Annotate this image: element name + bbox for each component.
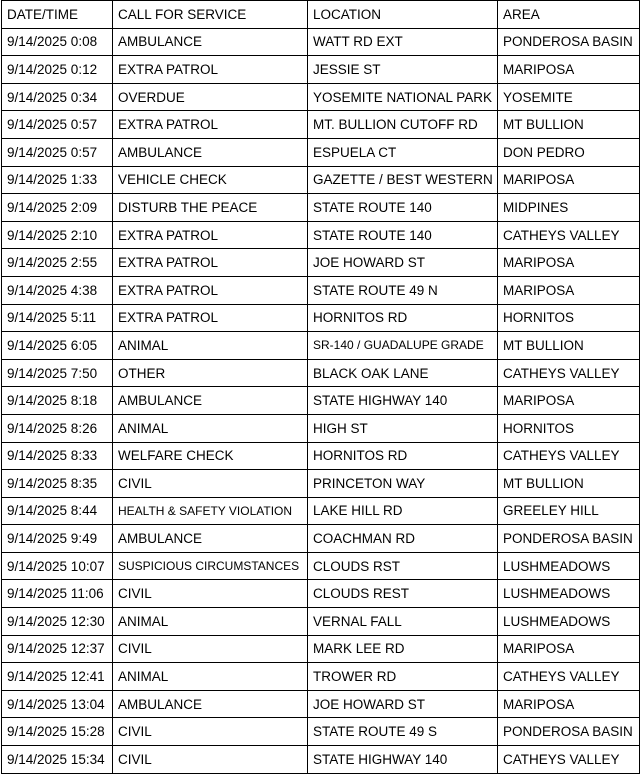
cell-date-time: 9/14/2025 13:04 xyxy=(2,690,113,718)
cell-area: PONDEROSA BASIN xyxy=(498,525,640,553)
table-row xyxy=(2,111,640,139)
cell-location: STATE ROUTE 49 N xyxy=(308,276,498,304)
cell-call-for-service: VEHICLE CHECK xyxy=(113,166,308,194)
table-row xyxy=(2,387,640,415)
cell-date-time: 9/14/2025 12:41 xyxy=(2,663,113,691)
cell-call-for-service: CIVIL xyxy=(113,470,308,498)
table-row xyxy=(2,552,640,580)
header-location: LOCATION xyxy=(308,1,498,29)
cell-call-for-service: ANIMAL xyxy=(113,608,308,636)
table-row xyxy=(2,690,640,718)
table-row xyxy=(2,194,640,222)
cell-location: CLOUDS REST xyxy=(308,580,498,608)
cell-area: LUSHMEADOWS xyxy=(498,608,640,636)
cell-location: MARK LEE RD xyxy=(308,635,498,663)
cell-call-for-service: ANIMAL xyxy=(113,663,308,691)
cell-area: MARIPOSA xyxy=(498,56,640,84)
cell-date-time: 9/14/2025 8:33 xyxy=(2,442,113,470)
cell-date-time: 9/14/2025 2:55 xyxy=(2,249,113,277)
cell-location: WATT RD EXT xyxy=(308,28,498,56)
cell-date-time: 9/14/2025 5:11 xyxy=(2,304,113,332)
cell-call-for-service: CIVIL xyxy=(113,718,308,746)
header-call-for-service: CALL FOR SERVICE xyxy=(113,1,308,29)
table-row xyxy=(2,580,640,608)
cell-location: BLACK OAK LANE xyxy=(308,359,498,387)
cell-call-for-service: EXTRA PATROL xyxy=(113,304,308,332)
cell-location: STATE ROUTE 140 xyxy=(308,221,498,249)
table-header xyxy=(2,1,640,29)
cell-location: GAZETTE / BEST WESTERN xyxy=(308,166,498,194)
cell-area: MARIPOSA xyxy=(498,635,640,663)
cell-area: CATHEYS VALLEY xyxy=(498,746,640,774)
table-row xyxy=(2,56,640,84)
table-row xyxy=(2,28,640,56)
table-row xyxy=(2,332,640,360)
cell-date-time: 9/14/2025 8:26 xyxy=(2,414,113,442)
cell-date-time: 9/14/2025 8:35 xyxy=(2,470,113,498)
cell-location: JOE HOWARD ST xyxy=(308,690,498,718)
cell-location: VERNAL FALL xyxy=(308,608,498,636)
cell-call-for-service: EXTRA PATROL xyxy=(113,56,308,84)
cell-call-for-service: ANIMAL xyxy=(113,332,308,360)
cell-location: JESSIE ST xyxy=(308,56,498,84)
cell-location: TROWER RD xyxy=(308,663,498,691)
cell-area: MARIPOSA xyxy=(498,249,640,277)
cell-area: MIDPINES xyxy=(498,194,640,222)
cell-location: CLOUDS RST xyxy=(308,552,498,580)
header-date-time: DATE/TIME xyxy=(2,1,113,29)
cell-date-time: 9/14/2025 12:37 xyxy=(2,635,113,663)
cell-date-time: 9/14/2025 0:57 xyxy=(2,138,113,166)
cell-call-for-service: HEALTH & SAFETY VIOLATION xyxy=(113,497,308,525)
table-row xyxy=(2,746,640,774)
cell-call-for-service: WELFARE CHECK xyxy=(113,442,308,470)
cell-call-for-service: EXTRA PATROL xyxy=(113,221,308,249)
cell-location: PRINCETON WAY xyxy=(308,470,498,498)
cell-location: STATE HIGHWAY 140 xyxy=(308,387,498,415)
call-log-table xyxy=(1,0,640,774)
cell-date-time: 9/14/2025 1:33 xyxy=(2,166,113,194)
table-row xyxy=(2,166,640,194)
cell-date-time: 9/14/2025 15:28 xyxy=(2,718,113,746)
cell-date-time: 9/14/2025 8:18 xyxy=(2,387,113,415)
table-body xyxy=(2,28,640,773)
table-row xyxy=(2,442,640,470)
table-row xyxy=(2,663,640,691)
cell-area: PONDEROSA BASIN xyxy=(498,718,640,746)
table-row xyxy=(2,608,640,636)
cell-location: STATE ROUTE 49 S xyxy=(308,718,498,746)
cell-call-for-service: SUSPICIOUS CIRCUMSTANCES xyxy=(113,552,308,580)
cell-area: DON PEDRO xyxy=(498,138,640,166)
cell-date-time: 9/14/2025 10:07 xyxy=(2,552,113,580)
cell-area: MARIPOSA xyxy=(498,387,640,415)
cell-date-time: 9/14/2025 9:49 xyxy=(2,525,113,553)
table-row xyxy=(2,718,640,746)
table-row xyxy=(2,635,640,663)
cell-area: PONDEROSA BASIN xyxy=(498,28,640,56)
table-row xyxy=(2,359,640,387)
table-row xyxy=(2,525,640,553)
cell-area: YOSEMITE xyxy=(498,83,640,111)
cell-area: LUSHMEADOWS xyxy=(498,552,640,580)
cell-location: LAKE HILL RD xyxy=(308,497,498,525)
cell-area: CATHEYS VALLEY xyxy=(498,442,640,470)
cell-area: MT BULLION xyxy=(498,332,640,360)
cell-date-time: 9/14/2025 0:34 xyxy=(2,83,113,111)
cell-date-time: 9/14/2025 7:50 xyxy=(2,359,113,387)
cell-call-for-service: EXTRA PATROL xyxy=(113,276,308,304)
table-row xyxy=(2,414,640,442)
cell-date-time: 9/14/2025 8:44 xyxy=(2,497,113,525)
table-row xyxy=(2,470,640,498)
cell-date-time: 9/14/2025 11:06 xyxy=(2,580,113,608)
table-row xyxy=(2,497,640,525)
table-row xyxy=(2,276,640,304)
cell-call-for-service: AMBULANCE xyxy=(113,387,308,415)
cell-date-time: 9/14/2025 6:05 xyxy=(2,332,113,360)
cell-area: HORNITOS xyxy=(498,414,640,442)
cell-area: MARIPOSA xyxy=(498,690,640,718)
cell-location: YOSEMITE NATIONAL PARK xyxy=(308,83,498,111)
cell-area: CATHEYS VALLEY xyxy=(498,359,640,387)
cell-call-for-service: CIVIL xyxy=(113,580,308,608)
cell-location: STATE HIGHWAY 140 xyxy=(308,746,498,774)
cell-call-for-service: AMBULANCE xyxy=(113,28,308,56)
cell-call-for-service: OVERDUE xyxy=(113,83,308,111)
cell-call-for-service: AMBULANCE xyxy=(113,525,308,553)
cell-location: HORNITOS RD xyxy=(308,442,498,470)
cell-location: STATE ROUTE 140 xyxy=(308,194,498,222)
header-row xyxy=(2,1,640,29)
table-row xyxy=(2,221,640,249)
cell-location: HORNITOS RD xyxy=(308,304,498,332)
cell-date-time: 9/14/2025 4:38 xyxy=(2,276,113,304)
cell-location: HIGH ST xyxy=(308,414,498,442)
cell-call-for-service: CIVIL xyxy=(113,746,308,774)
cell-area: MT BULLION xyxy=(498,470,640,498)
cell-call-for-service: EXTRA PATROL xyxy=(113,111,308,139)
cell-area: CATHEYS VALLEY xyxy=(498,221,640,249)
cell-call-for-service: ANIMAL xyxy=(113,414,308,442)
cell-area: LUSHMEADOWS xyxy=(498,580,640,608)
cell-location: MT. BULLION CUTOFF RD xyxy=(308,111,498,139)
table-row xyxy=(2,249,640,277)
header-area: AREA xyxy=(498,1,640,29)
cell-location: JOE HOWARD ST xyxy=(308,249,498,277)
cell-location: SR-140 / GUADALUPE GRADE xyxy=(308,332,498,360)
cell-date-time: 9/14/2025 0:12 xyxy=(2,56,113,84)
table-row xyxy=(2,304,640,332)
cell-area: MARIPOSA xyxy=(498,276,640,304)
cell-area: MARIPOSA xyxy=(498,166,640,194)
cell-area: GREELEY HILL xyxy=(498,497,640,525)
cell-area: CATHEYS VALLEY xyxy=(498,663,640,691)
cell-date-time: 9/14/2025 0:08 xyxy=(2,28,113,56)
cell-date-time: 9/14/2025 2:10 xyxy=(2,221,113,249)
cell-call-for-service: AMBULANCE xyxy=(113,138,308,166)
cell-call-for-service: AMBULANCE xyxy=(113,690,308,718)
table-row xyxy=(2,138,640,166)
cell-date-time: 9/14/2025 0:57 xyxy=(2,111,113,139)
cell-call-for-service: CIVIL xyxy=(113,635,308,663)
cell-call-for-service: OTHER xyxy=(113,359,308,387)
cell-date-time: 9/14/2025 12:30 xyxy=(2,608,113,636)
table-row xyxy=(2,83,640,111)
cell-location: COACHMAN RD xyxy=(308,525,498,553)
cell-area: MT BULLION xyxy=(498,111,640,139)
cell-area: HORNITOS xyxy=(498,304,640,332)
cell-date-time: 9/14/2025 15:34 xyxy=(2,746,113,774)
cell-date-time: 9/14/2025 2:09 xyxy=(2,194,113,222)
cell-location: ESPUELA CT xyxy=(308,138,498,166)
cell-call-for-service: DISTURB THE PEACE xyxy=(113,194,308,222)
cell-call-for-service: EXTRA PATROL xyxy=(113,249,308,277)
